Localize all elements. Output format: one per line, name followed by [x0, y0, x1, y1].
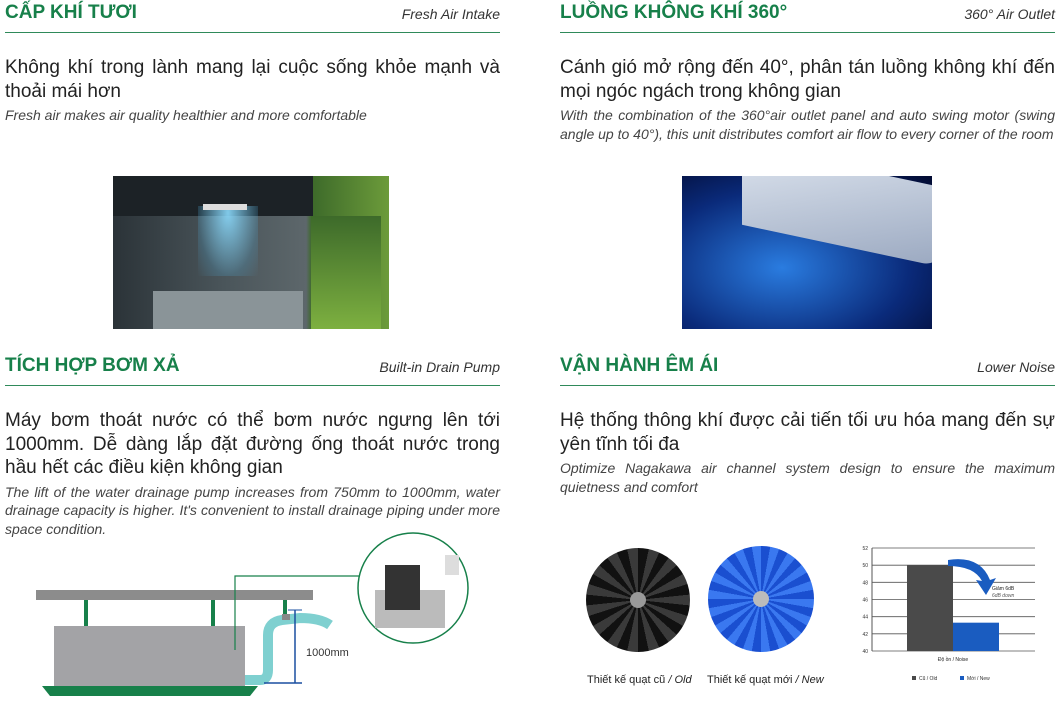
- section-lower-noise: [560, 353, 1055, 496]
- section-text-vi: Cánh gió mở rộng đến 40°, phân tán luồng không khí đến mọi ngóc ngách trong không gian: [560, 57, 1055, 102]
- arrow-down-icon: [948, 559, 996, 595]
- old-fan-caption: [587, 674, 692, 686]
- section-subtitle: Fresh Air Intake: [401, 6, 500, 22]
- ceiling: [36, 590, 313, 600]
- section-text-vi: Máy bơm thoát nước có thể bơm nước ngưng lên tới 1000mm. Dễ dàng lắp đặt đường ống thoát nước trong hầu hết các điều kiện không gian: [5, 410, 500, 478]
- new-fan-caption: [707, 674, 824, 686]
- height-label: 1000mm: [306, 647, 349, 659]
- air-outlet-panel-image: [682, 176, 932, 329]
- annotation: Giảm 6dB: [992, 586, 1015, 592]
- y-tick-label: 46: [862, 597, 868, 604]
- y-tick-label: 52: [862, 546, 868, 552]
- section-text-vi: Không khí trong lành mang lại cuộc sống khỏe mạnh và thoải mái hơn: [5, 57, 500, 102]
- x-axis-label: Độ ồn / Noise: [937, 657, 969, 663]
- section-title: VẬN HÀNH ÊM ÁI: [560, 355, 719, 376]
- y-tick-label: 40: [862, 649, 868, 655]
- new-fan-image: [708, 546, 814, 652]
- section-subtitle: Lower Noise: [977, 359, 1055, 375]
- section-drain-pump: [5, 353, 500, 538]
- caption-vi: Thiết kế quạt mới: [707, 674, 793, 686]
- legend-swatch: [912, 676, 916, 680]
- section-title: CẤP KHÍ TƯƠI: [5, 2, 137, 23]
- y-tick-label: 50: [862, 563, 868, 570]
- drain-pump-diagram: [0, 530, 480, 704]
- office-fresh-air-image: [113, 176, 389, 329]
- panel: [42, 686, 258, 696]
- annotation-en: 6dB down: [992, 593, 1015, 599]
- caption-en: / New: [795, 674, 824, 686]
- bar-old: [907, 565, 953, 651]
- y-tick-label: 48: [862, 580, 868, 587]
- indoor-unit: [54, 626, 245, 686]
- legend-label: Mới / New: [967, 676, 990, 682]
- y-tick-label: 42: [862, 631, 868, 638]
- section-text-en: With the combination of the 360°air outlet panel and auto swing motor (swing angle up to 40°), this unit distributes comfort air flow to every corner of the room: [560, 107, 1055, 142]
- section-fresh-air: [5, 0, 500, 125]
- section-text-en: Fresh air makes air quality healthier and more comfortable: [5, 107, 367, 123]
- noise-chart: [850, 540, 1058, 690]
- section-360-air: [560, 0, 1055, 143]
- caption-en: / Old: [668, 674, 692, 686]
- y-tick-label: 44: [862, 614, 868, 621]
- section-text-en: The lift of the water drainage pump increases from 750mm to 1000mm, water drainage capacity is higher. It's convenient to install drainage piping under more space condition.: [5, 483, 500, 537]
- caption-vi: Thiết kế quạt cũ: [587, 674, 666, 686]
- section-title: LUỒNG KHÔNG KHÍ 360°: [560, 2, 788, 23]
- bar-new: [953, 623, 999, 651]
- section-text-en: Optimize Nagakawa air channel system design to ensure the maximum quietness and comfort: [560, 460, 1055, 495]
- section-subtitle: Built-in Drain Pump: [379, 359, 500, 375]
- section-subtitle: 360° Air Outlet: [964, 6, 1055, 22]
- section-title: TÍCH HỢP BƠM XẢ: [5, 355, 180, 376]
- legend-label: Cũ / Old: [919, 676, 938, 682]
- section-text-vi: Hệ thống thông khí được cải tiến tối ưu hóa mang đến sự yên tĩnh tối đa: [560, 410, 1055, 455]
- legend-swatch: [960, 676, 964, 680]
- old-fan-image: [586, 548, 690, 652]
